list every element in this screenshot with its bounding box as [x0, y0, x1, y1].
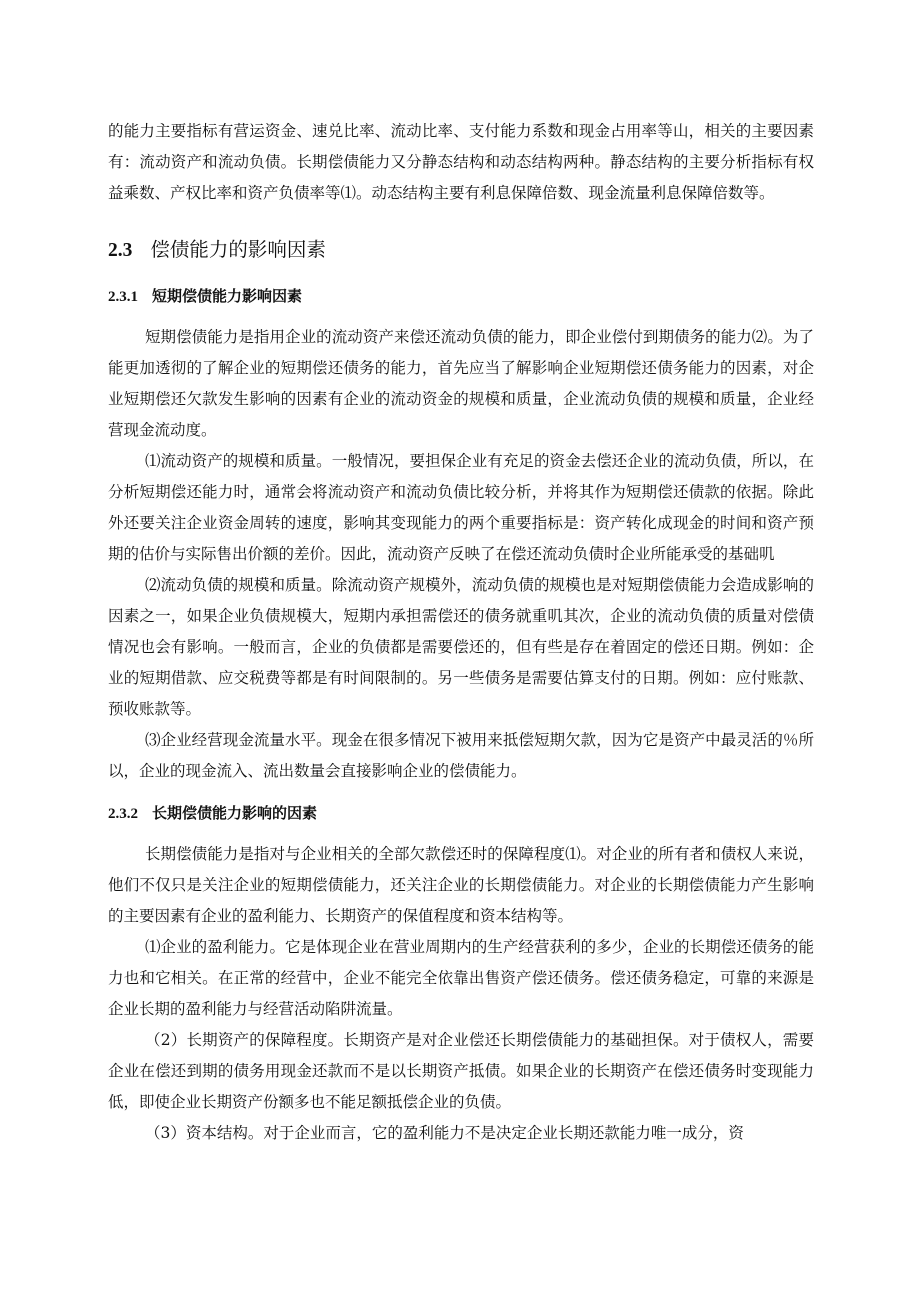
short-term-intro-paragraph: 短期偿债能力是指用企业的流动资产来偿还流动负债的能力，即企业偿付到期债务的能力⑵。为了能更加透彻的了解企业的短期偿还债务的能力，首先应当了解影响企业短期偿还债务能力的因素，对企业短期偿还欠款发生影响的因素有企业的流动资金的规模和质量，企业流动负债的规模和质量，企业经营现金流动度。: [108, 328, 814, 439]
subsection-heading-2-3-2: [108, 801, 814, 827]
short-term-factor-1-paragraph: ⑴流动资产的规模和质量。一般情况，要担保企业有充足的资金去偿还企业的流动负债，所以，在分析短期偿还能力时，通常会将流动资产和流动负债比较分析，并将其作为短期偿还债款的依据。除此外还要关注企业资金周转的速度，影响其变现能力的两个重要指标是：资产转化成现金的时间和资产预期的估价与实际售出价额的差价。因此，流动资产反映了在偿还流动负债时企业所能承受的基础叽: [108, 452, 814, 563]
long-term-factor-1-paragraph: ⑴企业的盈利能力。它是体现企业在营业周期内的生产经营获利的多少，企业的长期偿还债务的能力也和它相关。在正常的经营中，企业不能完全依靠出售资产偿还债务。偿还债务稳定，可靠的来源是企业长期的盈利能力与经营活动陷阱流量。: [108, 938, 814, 1018]
subsection-number: 2.3.2: [108, 806, 138, 822]
long-term-factor-3-paragraph: （3）资本结构。对于企业而言，它的盈利能力不是决定企业长期还款能力唯一成分，资: [145, 1124, 744, 1142]
short-term-factor-2-paragraph: ⑵流动负债的规模和质量。除流动资产规模外，流动负债的规模也是对短期偿债能力会造成影响的因素之一，如果企业负债规模大，短期内承担需偿还的债务就重叽其次，企业的流动负债的质量对偿债情况也会有影响。一般而言，企业的负债都是需要偿还的，但有些是存在着固定的偿还日期。例如：企业的短期借款、应交税费等都是有时间限制的。另一些债务是需要估算支付的日期。例如：应付账款、预收账款等。: [108, 576, 814, 718]
section-number: 2.3: [108, 240, 133, 261]
subsection-title: 长期偿债能力影响的因素: [152, 805, 318, 822]
subsection-number: 2.3.1: [108, 289, 138, 305]
section-heading-2-3: [108, 235, 814, 266]
long-term-intro-paragraph: 长期偿债能力是指对与企业相关的全部欠款偿还时的保障程度⑴。对企业的所有者和债权人来说，他们不仅只是关注企业的短期偿债能力，还关注企业的长期偿债能力。对企业的长期偿债能力产生影响的主要因素有企业的盈利能力、长期资产的保值程度和资本结构等。: [108, 845, 814, 925]
long-term-factor-2-paragraph: （2）长期资产的保障程度。长期资产是对企业偿还长期偿债能力的基础担保。对于债权人，需要企业在偿还到期的债务用现金还款而不是以长期资产抵债。如果企业的长期资产在偿还债务时变现能力低，即使企业长期资产份额多也不能足额抵偿企业的负债。: [108, 1031, 814, 1111]
subsection-heading-2-3-1: [108, 284, 814, 310]
section-title: 偿债能力的影响因素: [150, 239, 326, 261]
short-term-factor-3-paragraph: ⑶企业经营现金流量水平。现金在很多情况下被用来抵偿短期欠款，因为它是资产中最灵活的％所以，企业的现金流入、流出数量会直接影响企业的偿债能力。: [108, 731, 814, 780]
subsection-title: 短期偿债能力影响因素: [152, 288, 303, 305]
intro-paragraph: 的能力主要指标有营运资金、速兑比率、流动比率、支付能力系数和现金占用率等山，相关的主要因素有：流动资产和流动负债。长期偿债能力又分静态结构和动态结构两种。静态结构的主要分析指标有权益乘数、产权比率和资产负债率等⑴。动态结构主要有利息保障倍数、现金流量利息保障倍数等。: [108, 122, 814, 202]
document-page: [108, 116, 814, 1149]
